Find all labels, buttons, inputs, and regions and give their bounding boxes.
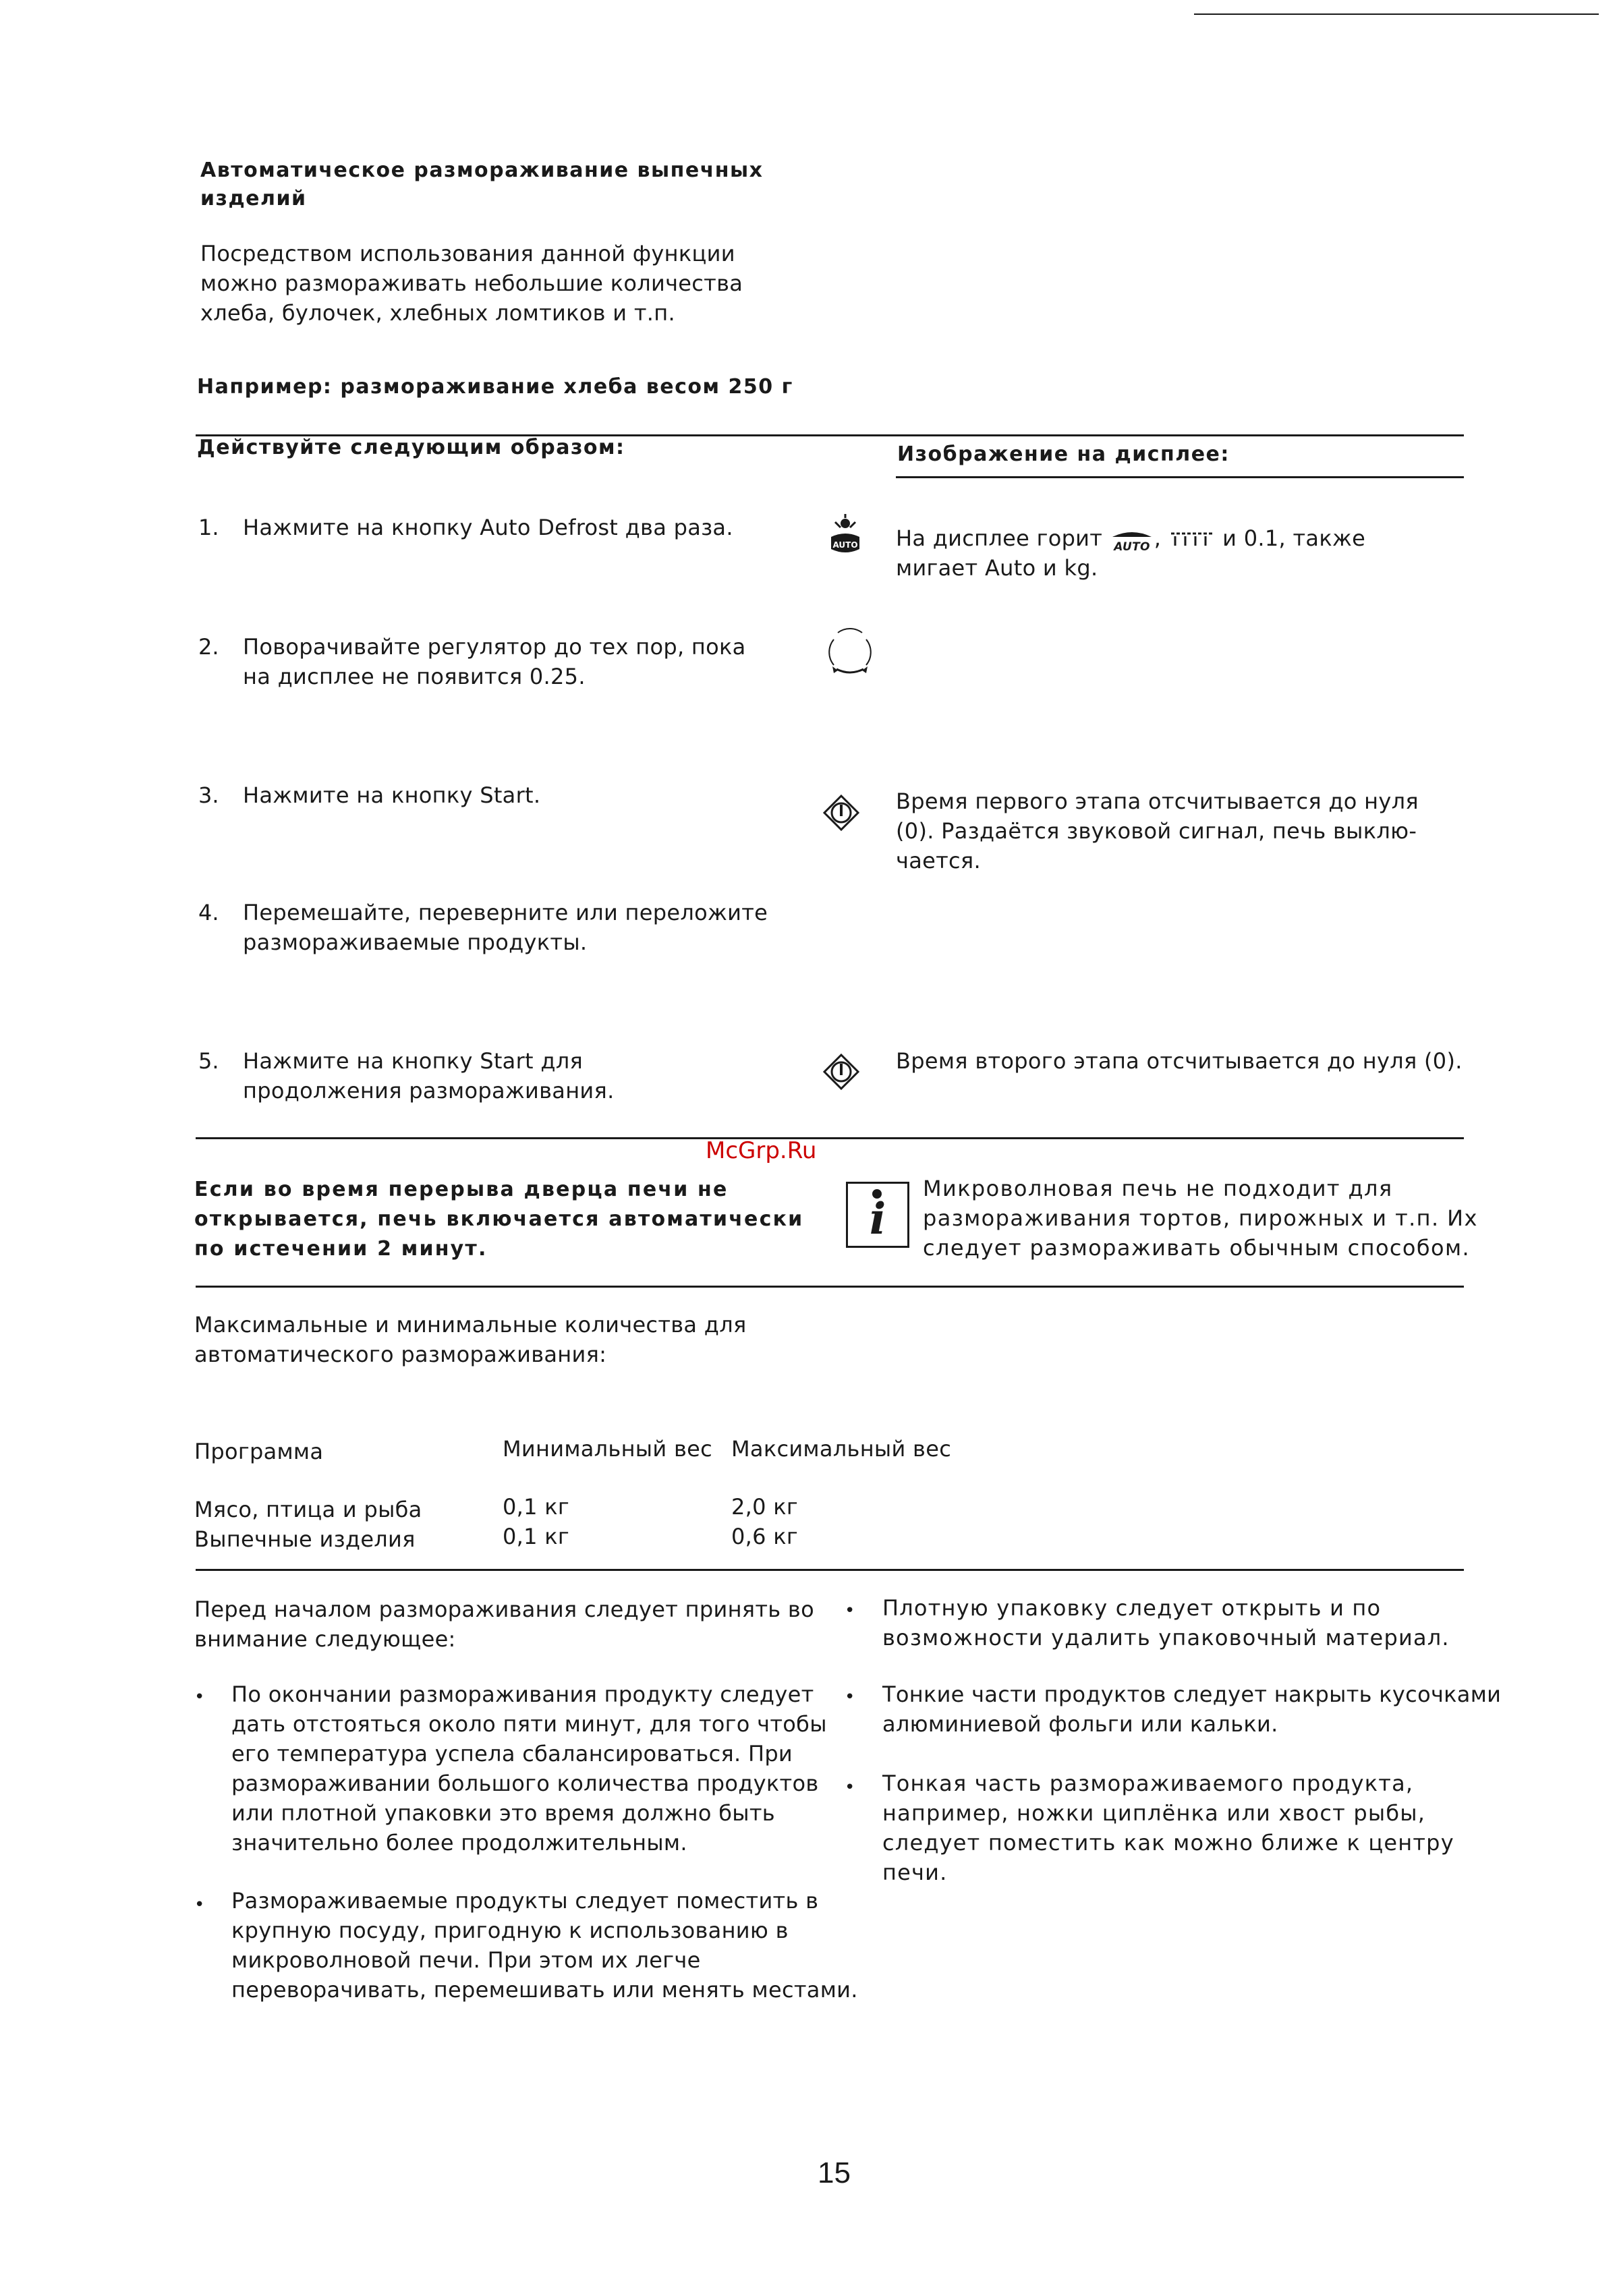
start-icon: [823, 795, 859, 831]
step-1-text: Нажмите на кнопку Auto Defrost два раза.: [243, 515, 733, 540]
tip-right-2: Тонкие части продуктов следует накрыть кусочками алюминиевой фольги или кальки.: [882, 1682, 1502, 1737]
bullet-mark: •: [194, 1895, 205, 1915]
bullet-mark: •: [845, 1687, 855, 1707]
limits-header-program: Программа: [194, 1439, 324, 1464]
step-4-number: 4.: [198, 900, 219, 925]
limits-intro: Максимальные и минимальные количества для автоматического размораживания:: [194, 1312, 747, 1367]
bullet-mark: •: [194, 1687, 205, 1707]
intro-paragraph: Посредством использования данной функции можно размораживать небольшие количества хлеба, булочек, хлебных ломтиков и т.п.: [200, 241, 743, 326]
step-5-text: Нажмите на кнопку Start для продолжения размораживания.: [243, 1048, 615, 1103]
table-bottom-rule: [196, 1137, 1464, 1139]
page-number: 15: [818, 2156, 851, 2189]
top-rule: [1194, 13, 1599, 15]
limits-header-max: Максимальный вес: [731, 1436, 952, 1462]
tip-left-2: Размораживаемые продукты следует поместить в крупную посуду, пригодную к использованию в микроволновой печи. При этом их легче переворачивать, перемешивать или менять местами.: [231, 1888, 858, 2003]
auto-badge-icon: [1110, 527, 1154, 552]
step-3-number: 3.: [198, 782, 219, 808]
step-3-text: Нажмите на кнопку Start.: [243, 782, 541, 808]
section-title: Автоматическое размораживание выпечных изделий: [200, 159, 764, 210]
limits-row-2-program: Выпечные изделия: [194, 1526, 416, 1552]
tips-intro: Перед началом размораживания следует принять во внимание следующее:: [194, 1597, 814, 1652]
bullet-mark: •: [845, 1777, 855, 1798]
tip-right-3: Тонкая часть размораживаемого продукта, например, ножки циплёнка или хвост рыбы, следует поместить как можно ближе к центру печи.: [882, 1771, 1454, 1885]
step-3-display: Время первого этапа отсчитывается до нуля (0). Раздаётся звуковой сигнал, печь выклю- чается.: [896, 788, 1419, 873]
svg-text:AUTO: AUTO: [1113, 540, 1150, 554]
step-1-number: 1.: [198, 515, 219, 540]
dial-icon: [824, 626, 876, 679]
start-icon: [823, 1054, 859, 1090]
auto-defrost-icon: [826, 514, 865, 556]
limits-row-1-program: Мясо, птица и рыба: [194, 1497, 422, 1522]
step-1-display: На дисплее горит AUTO , и 0.1, также мигает Auto и kg.: [896, 525, 1366, 581]
example-heading: Например: размораживание хлеба весом 250 г: [197, 375, 793, 399]
limits-header-min: Минимальный вес: [503, 1436, 712, 1462]
col2-header: Изображение на дисплее:: [897, 442, 1230, 466]
step-5-display: Время второго этапа отсчитывается до нуля (0).: [896, 1048, 1463, 1074]
tip-right-1: Плотную упаковку следует открыть и по возможности удалить упаковочный материал.: [882, 1595, 1450, 1651]
door-note: Если во время перерыва дверца печи не открывается, печь включается автоматически по истечении 2 минут.: [194, 1178, 804, 1261]
watermark: McGrp.Ru: [706, 1137, 817, 1164]
svg-text:AUTO: AUTO: [832, 540, 858, 550]
limits-row-1-min: 0,1 кг: [503, 1494, 570, 1520]
limits-row-2-max: 0,6 кг: [731, 1524, 799, 1549]
step-2-number: 2.: [198, 634, 219, 660]
step-5-number: 5.: [198, 1048, 219, 1074]
col1-header: Действуйте следующим образом:: [197, 436, 625, 459]
limits-row-1-max: 2,0 кг: [731, 1494, 799, 1520]
tip-left-1: По окончании размораживания продукту следует дать отстояться около пяти минут, для того чтобы его температура успела сбалансироваться. При размораживании большого количества продуктов или плотной упаковки это время должно быть значительно более продолжительным.: [231, 1682, 827, 1856]
note-bottom-rule: [196, 1286, 1464, 1288]
microwave-info: Микроволновая печь не подходит для размораживания тортов, пирожных и т.п. Их следует размораживать обычным способом.: [923, 1176, 1478, 1261]
bullet-mark: •: [845, 1601, 855, 1621]
table-header-rule: [896, 476, 1464, 478]
info-icon: i: [846, 1182, 909, 1248]
limits-row-2-min: 0,1 кг: [503, 1524, 570, 1549]
weight-segments-icon: [1168, 529, 1216, 550]
step-2-text: Поворачивайте регулятор до тех пор, пока на дисплее не появится 0.25.: [243, 634, 746, 689]
step-4-text: Перемешайте, переверните или переложите размораживаемые продукты.: [243, 900, 768, 955]
limits-bottom-rule: [196, 1569, 1464, 1571]
